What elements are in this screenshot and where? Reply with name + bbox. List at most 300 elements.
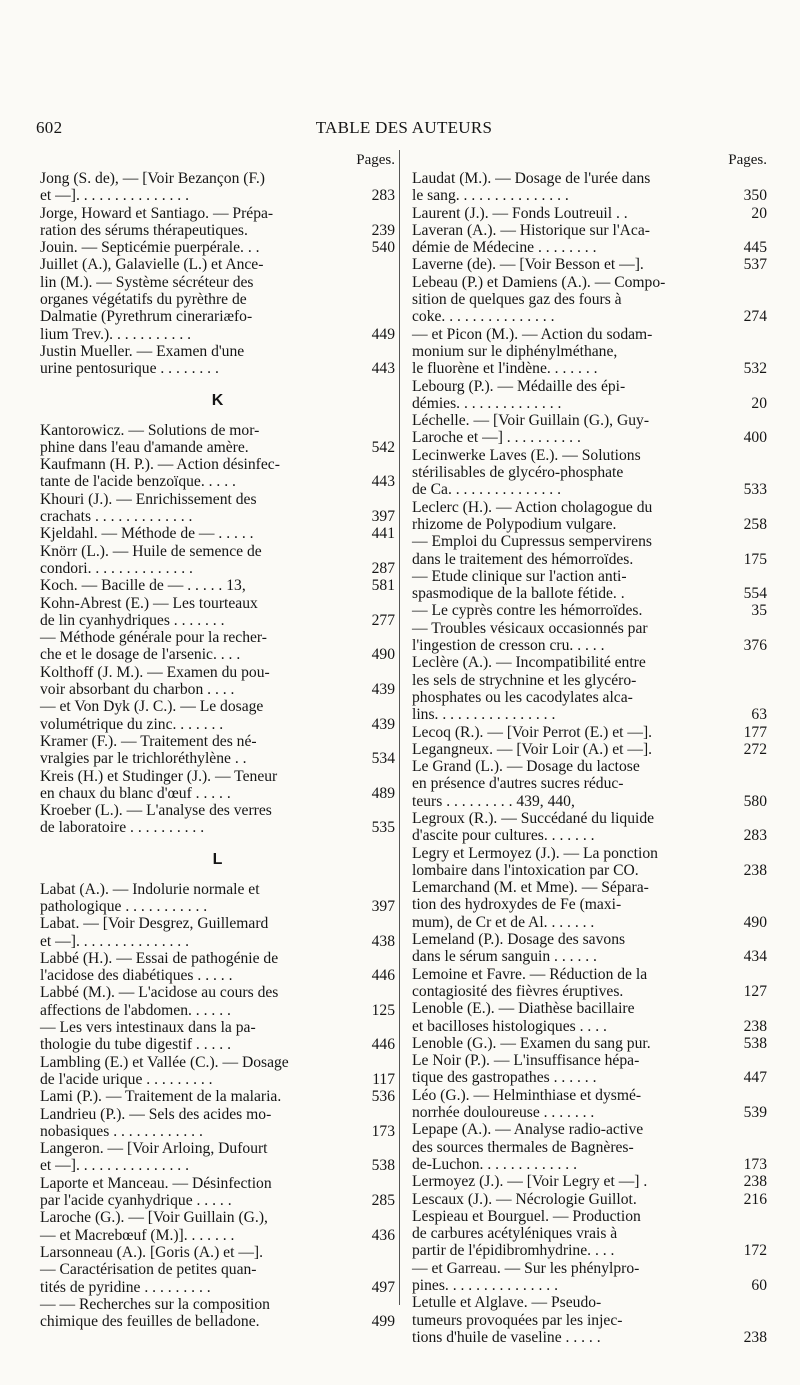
page-ref: 534: [371, 750, 395, 768]
index-line: [412, 689, 767, 706]
index-line: [40, 560, 395, 577]
index-line: [412, 1173, 767, 1190]
index-line: [412, 1104, 767, 1121]
index-line: [40, 768, 395, 785]
index-line: [412, 1208, 767, 1225]
index-line: [412, 464, 767, 481]
entry-text: coke. . . . . . . . . . . . . . .: [412, 308, 555, 326]
index-line: [40, 1209, 395, 1226]
page-ref: 127: [743, 982, 767, 1000]
entry-text: Kramer (F.). — Traitement des né-: [40, 732, 257, 750]
index-line: [40, 629, 395, 646]
entry-text: organes végétatifs du pyrèthre de: [40, 291, 247, 309]
index-line: [412, 827, 767, 844]
index-line: [40, 1175, 395, 1192]
page-ref: 376: [743, 637, 767, 655]
entry-text: Lami (P.). — Traitement de la malaria.: [40, 1088, 282, 1106]
entry-text: — Le cyprès contre les hémorroïdes.: [412, 602, 643, 620]
entry-text: et —]. . . . . . . . . . . . . . .: [40, 932, 189, 950]
entry-text: lin (M.). — Système sécréteur des: [40, 273, 254, 291]
index-line: [40, 1244, 395, 1261]
entry-text: Lecoq (R.). — [Voir Perrot (E.) et —].: [412, 723, 653, 741]
index-line: [40, 698, 395, 715]
index-line: [412, 568, 767, 585]
index-line: [412, 1225, 767, 1242]
index-line: [40, 1071, 395, 1088]
index-line: [40, 256, 395, 273]
index-line: [412, 239, 767, 256]
index-line: [412, 551, 767, 568]
entry-text: Lenoble (E.). — Diathèse bacillaire: [412, 1000, 635, 1018]
entry-text: — — Recherches sur la composition: [40, 1295, 270, 1313]
entry-text: de lin cyanhydriques . . . . . . .: [40, 611, 225, 629]
entry-text: Letulle et Alglave. — Pseudo-: [412, 1294, 602, 1312]
page-ref: 497: [371, 1278, 395, 1296]
index-line: [412, 845, 767, 862]
index-line: [412, 810, 767, 827]
index-line: [412, 862, 767, 879]
index-line: [412, 187, 767, 204]
page-ref: 438: [371, 932, 395, 950]
pages-label: Pages.: [356, 152, 395, 168]
page-ref: 272: [743, 740, 767, 758]
page-ref: 439: [371, 681, 395, 699]
entry-text: Le Grand (L.). — Dosage du lactose: [412, 758, 640, 776]
entry-text: tions d'huile de vaseline . . . . .: [412, 1328, 601, 1346]
entry-text: phosphates ou les cacodylates alca-: [412, 688, 633, 706]
entry-text: Le Noir (P.). — L'insuffisance hépa-: [412, 1052, 640, 1070]
index-line: [412, 620, 767, 637]
index-line: [40, 577, 395, 594]
entry-text: Laporte et Manceau. — Désinfection: [40, 1174, 272, 1192]
right-column: [412, 150, 767, 1346]
page-ref: 449: [371, 325, 395, 343]
index-line: [412, 966, 767, 983]
page-ref: 238: [743, 1328, 767, 1346]
index-line: [40, 915, 395, 932]
index-line: [40, 802, 395, 819]
index-line: [40, 1157, 395, 1174]
index-line: [40, 933, 395, 950]
index-line: [412, 360, 767, 377]
index-line: [412, 931, 767, 948]
page-ref: 20: [751, 394, 767, 412]
entry-text: Lemeland (P.). Dosage des savons: [412, 931, 626, 949]
index-line: [40, 1192, 395, 1209]
index-line: [412, 654, 767, 671]
index-line: [412, 724, 767, 741]
page-ref: 397: [371, 897, 395, 915]
index-line: [40, 1106, 395, 1123]
page-ref: 175: [743, 550, 767, 568]
entry-text: teurs . . . . . . . . . 439, 440,: [412, 792, 575, 810]
page-ref: 287: [371, 559, 395, 577]
entry-text: Justin Mueller. — Examen d'une: [40, 342, 245, 360]
page-ref: 538: [743, 1034, 767, 1052]
index-line: [40, 239, 395, 256]
page-ref: 490: [743, 913, 767, 931]
entry-text: de carbures acétyléniques vrais à: [412, 1225, 618, 1243]
page-ref: 499: [371, 1313, 395, 1331]
entry-text: Legangneux. — [Voir Loir (A.) et —].: [412, 740, 653, 758]
entry-text: des sources thermales de Bagnères-: [412, 1138, 634, 1156]
entry-text: Labat (A.). — Indolurie normale et: [40, 880, 260, 898]
page-ref: 63: [751, 706, 767, 724]
entry-text: volumétrique du zinc. . . . . . .: [40, 715, 224, 733]
entry-text: Labat. — [Voir Desgrez, Guillemard: [40, 915, 269, 933]
entry-text: — Emploi du Cupressus sempervirens: [412, 533, 652, 551]
entry-text: Lermoyez (J.). — [Voir Legry et —] .: [412, 1173, 648, 1191]
entry-text: — Méthode générale pour la recher-: [40, 629, 267, 647]
entry-text: Labbé (M.). — L'acidose au cours des: [40, 984, 279, 1002]
index-line: [412, 1191, 767, 1208]
entry-text: Lebourg (P.). — Médaille des épi-: [412, 377, 626, 395]
entry-text: Jong (S. de), — [Voir Bezançon (F.): [40, 170, 265, 187]
entry-text: de l'acide urique . . . . . . . . .: [40, 1070, 213, 1088]
page-ref: 446: [371, 967, 395, 985]
entry-text: l'ingestion de cresson cru. . . . .: [412, 637, 605, 655]
page-ref: 539: [743, 1104, 767, 1122]
entry-text: partir de l'épidibromhydrine. . . .: [412, 1242, 615, 1260]
entry-text: Jorge, Howard et Santiago. — Prépa-: [40, 204, 274, 222]
entry-text: le sang. . . . . . . . . . . . . . .: [412, 187, 569, 205]
entry-text: — Troubles vésicaux occasionnés par: [412, 619, 648, 637]
page-ref: 540: [371, 239, 395, 257]
entry-text: et —]. . . . . . . . . . . . . . .: [40, 1157, 189, 1175]
entry-text: Lenoble (G.). — Examen du sang pur.: [412, 1034, 651, 1052]
page-ref: 283: [371, 187, 395, 205]
page-ref: 439: [371, 715, 395, 733]
entry-text: Knörr (L.). — Huile de semence de: [40, 542, 262, 560]
index-line: [412, 256, 767, 273]
entry-text: Langeron. — [Voir Arloing, Dufourt: [40, 1140, 268, 1158]
index-line: [40, 664, 395, 681]
index-line: [412, 775, 767, 792]
entry-text: Lescaux (J.). — Nécrologie Guillot.: [412, 1190, 637, 1208]
page-ref: 443: [371, 360, 395, 378]
page-ref: 443: [371, 473, 395, 491]
index-line: [40, 1054, 395, 1071]
index-line: [40, 1261, 395, 1278]
page-ref: 536: [371, 1088, 395, 1106]
entry-text: Kjeldahl. — Méthode de — . . . . .: [40, 525, 254, 543]
page-number: 602: [36, 118, 63, 137]
page-ref: 581: [371, 577, 395, 595]
index-line: [40, 274, 395, 291]
entry-text: Koch. — Bacille de — . . . . . 13,: [40, 577, 246, 595]
index-line: [412, 1139, 767, 1156]
entry-text: Labbé (H.). — Essai de pathogénie de: [40, 949, 279, 967]
index-line: [412, 1035, 767, 1052]
entry-text: spasmodique de la ballote fétide. .: [412, 585, 625, 603]
index-line: [412, 326, 767, 343]
entry-text: les sels de strychnine et les glycéro-: [412, 671, 637, 689]
column-divider: [399, 150, 400, 1305]
page-ref: 60: [751, 1277, 767, 1294]
entry-text: en chaux du blanc d'œuf . . . . .: [40, 784, 231, 802]
entry-text: thologie du tube digestif . . . . .: [40, 1036, 232, 1054]
index-line: [412, 274, 767, 291]
section-letter: L: [212, 850, 223, 868]
entry-text: Laurent (J.). — Fonds Loutreuil . .: [412, 204, 628, 222]
entry-text: norrhée douloureuse . . . . . . .: [412, 1104, 595, 1122]
entry-text: chimique des feuilles de belladone.: [40, 1313, 260, 1331]
entry-text: de Ca. . . . . . . . . . . . . . .: [412, 481, 561, 499]
index-line: [412, 948, 767, 965]
page-ref: 490: [371, 646, 395, 664]
entry-text: Laveran (A.). — Historique sur l'Aca-: [412, 221, 650, 239]
entry-text: Laverne (de). — [Voir Besson et —].: [412, 256, 644, 274]
index-line: [40, 984, 395, 1001]
entry-text: tités de pyridine . . . . . . . . .: [40, 1278, 211, 1296]
entry-text: Léchelle. — [Voir Guillain (G.), Guy-: [412, 412, 650, 430]
entry-text: rhizome de Polypodium vulgare.: [412, 515, 617, 533]
index-line: [412, 1000, 767, 1017]
running-title: TABLE DES AUTEURS: [315, 118, 493, 137]
entry-text: Lemarchand (M. et Mme). — Sépara-: [412, 879, 649, 897]
entry-text: Kolthoff (J. M.). — Examen du pou-: [40, 663, 270, 681]
index-line: [40, 1227, 395, 1244]
index-line: [412, 499, 767, 516]
page-ref: 533: [743, 481, 767, 499]
index-line: [412, 412, 767, 429]
page-ref: 400: [743, 429, 767, 447]
entry-text: démie de Médecine . . . . . . . .: [412, 239, 597, 257]
page-ref: 216: [743, 1190, 767, 1208]
index-line: [40, 898, 395, 915]
index-line: [412, 914, 767, 931]
index-line: [40, 881, 395, 898]
page-ref: 258: [743, 515, 767, 533]
index-line: [412, 429, 767, 446]
page-ref: 283: [743, 827, 767, 845]
page-ref: 397: [371, 508, 395, 526]
entry-text: lins. . . . . . . . . . . . . . . .: [412, 706, 556, 724]
entry-text: contagiosité des fièvres éruptives.: [412, 982, 624, 1000]
entry-text: pathologique . . . . . . . . . . .: [40, 897, 208, 915]
entry-text: lium Trev.). . . . . . . . . . .: [40, 325, 192, 343]
page-ref: 177: [743, 723, 767, 741]
entry-text: pines. . . . . . . . . . . . . . .: [412, 1277, 558, 1294]
index-line: [412, 1087, 767, 1104]
entry-text: stérilisables de glycéro-phosphate: [412, 464, 624, 482]
index-line: [412, 447, 767, 464]
entry-text: Jouin. — Septicémie puerpérale. . .: [40, 239, 260, 257]
index-line: [40, 1123, 395, 1140]
entry-text: Laroche (G.). — [Voir Guillain (G.),: [40, 1209, 268, 1227]
index-line: [412, 741, 767, 758]
entry-text: ration des sérums thérapeutiques.: [40, 221, 248, 239]
index-line: [40, 525, 395, 542]
entry-text: — Les vers intestinaux dans la pa-: [40, 1019, 256, 1037]
entry-text: et —]. . . . . . . . . . . . . . .: [40, 187, 189, 205]
index-line: [412, 602, 767, 619]
pages-label: Pages.: [728, 152, 767, 168]
page-ref: 446: [371, 1036, 395, 1054]
page-ref: 35: [751, 602, 767, 620]
index-line: [40, 508, 395, 525]
index-line: [40, 1002, 395, 1019]
page-ref: 350: [743, 187, 767, 205]
page-ref: 535: [371, 819, 395, 837]
entry-text: Khouri (J.). — Enrichissement des: [40, 490, 257, 508]
page-ref: 117: [372, 1070, 395, 1088]
index-line: [412, 1052, 767, 1069]
entry-text: — et Picon (M.). — Action du sodam-: [412, 325, 653, 343]
page-ref: 537: [743, 256, 767, 274]
page-ref: 580: [743, 792, 767, 810]
entry-text: Kantorowicz. — Solutions de mor-: [40, 421, 260, 439]
page-ref: 441: [371, 525, 395, 543]
entry-text: Landrieu (P.). — Sels des acides mo-: [40, 1105, 272, 1123]
entry-text: l'acidose des diabétiques . . . . .: [40, 967, 233, 985]
index-line: [40, 595, 395, 612]
entry-text: tante de l'acide benzoïque. . . . .: [40, 473, 236, 491]
index-line: [40, 612, 395, 629]
index-line: [412, 585, 767, 602]
index-line: [40, 473, 395, 490]
index-line: [40, 750, 395, 767]
entry-text: affections de l'abdomen. . . . . .: [40, 1001, 231, 1019]
entry-text: démies. . . . . . . . . . . . . .: [412, 394, 562, 412]
entry-text: en présence d'autres sucres réduc-: [412, 775, 624, 793]
index-line: [40, 291, 395, 308]
page-ref: 173: [371, 1122, 395, 1140]
entry-text: — Caractérisation de petites quan-: [40, 1261, 257, 1279]
entry-text: condori. . . . . . . . . . . . . .: [40, 559, 193, 577]
entry-text: par l'acide cyanhydrique . . . . .: [40, 1192, 232, 1210]
index-line: [40, 785, 395, 802]
page-ref: 542: [371, 438, 395, 456]
index-line: [412, 1329, 767, 1346]
index-line: [40, 716, 395, 733]
entry-text: Lespieau et Bourguel. — Production: [412, 1207, 641, 1225]
index-line: [40, 326, 395, 343]
page-ref: 173: [743, 1155, 767, 1173]
page-ref: 238: [743, 861, 767, 879]
entry-text: vralgies par le trichloréthylène . .: [40, 750, 247, 768]
index-line: [40, 187, 395, 204]
entry-text: Lecinwerke Laves (E.). — Solutions: [412, 446, 641, 464]
entry-text: Juillet (A.), Galavielle (L.) et Ance-: [40, 256, 264, 274]
entry-text: crachats . . . . . . . . . . . . .: [40, 508, 193, 526]
page-ref: 447: [743, 1069, 767, 1087]
index-line: [412, 879, 767, 896]
page-header: [36, 118, 772, 144]
entry-text: nobasiques . . . . . . . . . . . .: [40, 1122, 203, 1140]
entry-text: tumeurs provoquées par les injec-: [412, 1311, 623, 1329]
entry-text: — Etude clinique sur l'action anti-: [412, 567, 627, 585]
entry-text: Lepape (A.). — Analyse radio-active: [412, 1121, 644, 1139]
entry-text: phine dans l'eau d'amande amère.: [40, 438, 249, 456]
entry-text: d'ascite pour cultures. . . . . . .: [412, 827, 595, 845]
page-ref: 274: [743, 308, 767, 326]
index-line: [412, 672, 767, 689]
index-line: [412, 481, 767, 498]
entry-text: Kaufmann (H. P.). — Action désinfec-: [40, 456, 280, 474]
entry-text: et bacilloses histologiques . . . .: [412, 1017, 607, 1035]
index-line: [412, 1121, 767, 1138]
entry-text: tion des hydroxydes de Fe (maxi-: [412, 896, 622, 914]
section-letter: K: [211, 391, 224, 409]
page-ref: 436: [371, 1226, 395, 1244]
index-line: [412, 637, 767, 654]
left-column: [40, 150, 395, 1330]
page-ref: 532: [743, 360, 767, 378]
index-line: [40, 222, 395, 239]
index-line: [40, 967, 395, 984]
index-line: [40, 1036, 395, 1053]
entry-text: — et Macrebœuf (M.)]. . . . . . .: [40, 1226, 235, 1244]
right-entries: [412, 170, 767, 1346]
index-line: [412, 1260, 767, 1277]
index-line: [40, 439, 395, 456]
index-line: [40, 681, 395, 698]
page-ref: 20: [751, 204, 767, 222]
entry-text: lombaire dans l'intoxication par CO.: [412, 861, 639, 879]
index-line: [40, 819, 395, 836]
entry-text: Laroche et —] . . . . . . . . . .: [412, 429, 581, 447]
index-line: [412, 308, 767, 325]
page-ref: 445: [743, 239, 767, 257]
index-line: [40, 1088, 395, 1105]
entry-text: de-Luchon. . . . . . . . . . . . .: [412, 1155, 578, 1173]
entry-text: Laudat (M.). — Dosage de l'urée dans: [412, 170, 651, 187]
left-entries: [40, 170, 395, 1330]
entry-text: Kreis (H.) et Studinger (J.). — Teneur: [40, 767, 278, 785]
index-line: [40, 543, 395, 560]
entry-text: le fluorène et l'indène. . . . . . .: [412, 360, 598, 378]
index-line: [412, 533, 767, 550]
page-ref: 538: [371, 1157, 395, 1175]
index-line: [40, 205, 395, 222]
index-line: [412, 1069, 767, 1086]
entry-text: voir absorbant du charbon . . . .: [40, 681, 235, 699]
entry-text: dans le sérum sanguin . . . . . .: [412, 948, 597, 966]
entry-text: Legroux (R.). — Succédané du liquide: [412, 809, 655, 827]
index-line: [40, 733, 395, 750]
entry-text: Léo (G.). — Helminthiase et dysmé-: [412, 1086, 642, 1104]
entry-text: Leclerc (H.). — Action cholagogue du: [412, 498, 653, 516]
entry-text: — et Von Dyk (J. C.). — Le dosage: [40, 698, 264, 716]
index-line: [40, 1019, 395, 1036]
entry-text: Leclère (A.). — Incompatibilité entre: [412, 654, 646, 672]
index-line: [412, 395, 767, 412]
page-ref: 554: [743, 585, 767, 603]
entry-text: monium sur le diphénylméthane,: [412, 342, 618, 360]
entry-text: Lambling (E.) et Vallée (C.). — Dosage: [40, 1053, 289, 1071]
index-line: [40, 950, 395, 967]
index-line: [412, 222, 767, 239]
index-line: [40, 1313, 395, 1330]
entry-text: dans le traitement des hémorroïdes.: [412, 550, 634, 568]
index-line: [412, 896, 767, 913]
index-line: [40, 170, 395, 187]
page-ref: 285: [371, 1192, 395, 1210]
index-line: [40, 1140, 395, 1157]
index-line: [412, 205, 767, 222]
index-line: [40, 1279, 395, 1296]
index-line: [412, 1277, 767, 1294]
index-line: [412, 983, 767, 1000]
index-line: [40, 456, 395, 473]
page-ref: 489: [371, 784, 395, 802]
entry-text: Lebeau (P.) et Damiens (A.). — Compo-: [412, 273, 666, 291]
entry-text: Kroeber (L.). — L'analyse des verres: [40, 802, 272, 820]
page-ref: 172: [743, 1242, 767, 1260]
index-line: [412, 758, 767, 775]
page-ref: 238: [743, 1017, 767, 1035]
